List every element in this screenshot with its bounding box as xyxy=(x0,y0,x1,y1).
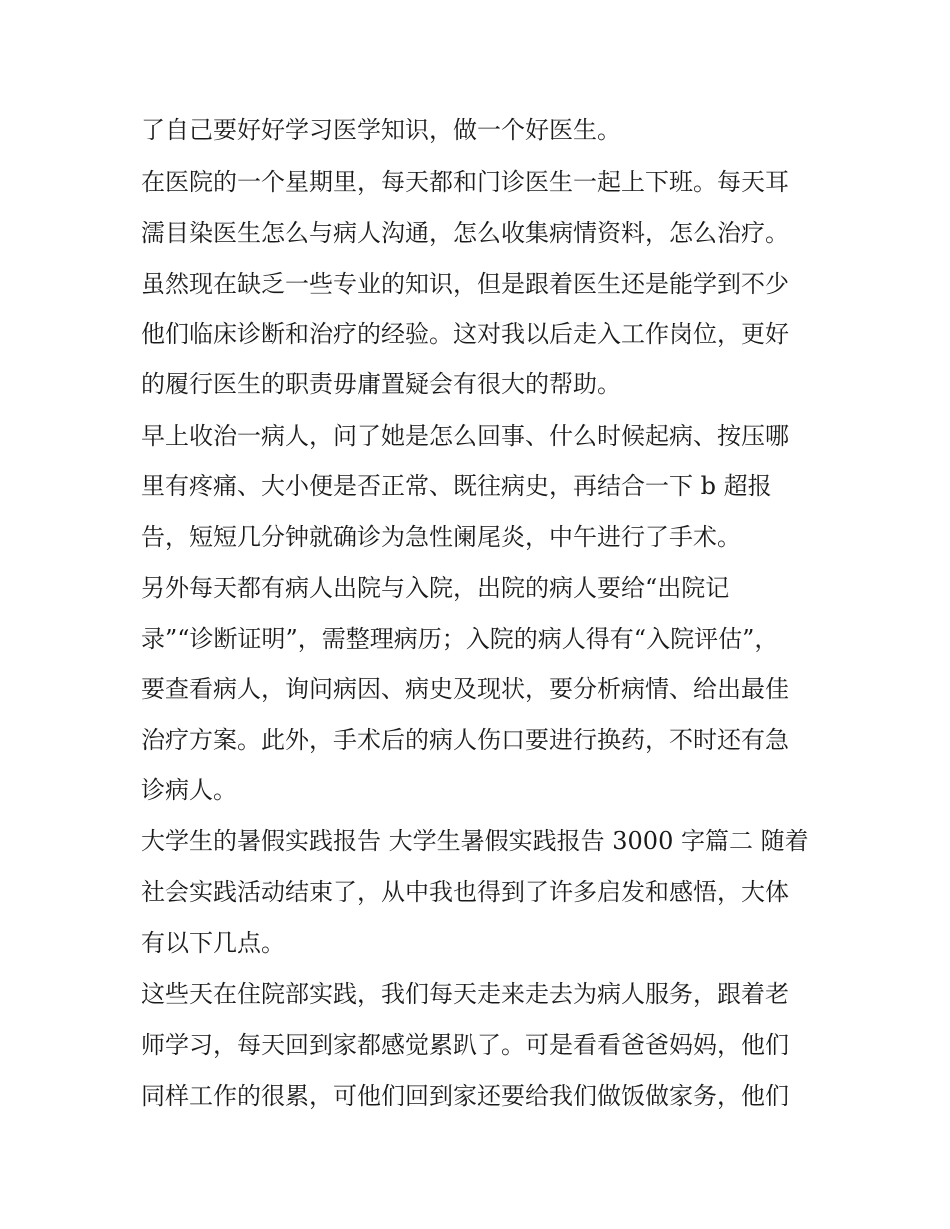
text-line: 治疗方案。此外，手术后的病人伤口要进行换药，不时还有急 xyxy=(141,726,789,754)
text-line: 另外每天都有病人出院与入院，出院的病人要给“出院记 xyxy=(141,574,730,602)
text-line: 的履行医生的职责毋庸置疑会有很大的帮助。 xyxy=(141,370,621,398)
text-line: 濡目染医生怎么与病人沟通，怎么收集病情资料，怎么治疗。 xyxy=(141,219,789,247)
text-line: 了自己要好好学习医学知识，做一个好医生。 xyxy=(141,116,621,144)
text-line: 同样工作的很累，可他们回到家还要给我们做饭做家务，他们 xyxy=(141,1082,789,1110)
text-line: 这些天在住院部实践，我们每天走来走去为病人服务，跟着老 xyxy=(141,980,789,1008)
text-line: 早上收治一病人，问了她是怎么回事、什么时候起病、按压哪 xyxy=(141,422,789,450)
text-line: 在医院的一个星期里，每天都和门诊医生一起上下班。每天耳 xyxy=(141,168,789,196)
text-line: 大学生的暑假实践报告 大学生暑假实践报告 3000 字篇二 随着 xyxy=(141,827,809,855)
text-line: 要查看病人，询问病因、病史及现状，要分析病情、给出最佳 xyxy=(141,675,789,703)
text-line: 里有疼痛、大小便是否正常、既往病史，再结合一下 b 超报 xyxy=(141,472,772,500)
text-line: 师学习，每天回到家都感觉累趴了。可是看看爸爸妈妈，他们 xyxy=(141,1031,789,1059)
text-line: 录”“诊断证明”，需整理病历；入院的病人得有“入院评估”， xyxy=(141,625,779,653)
text-line: 诊病人。 xyxy=(141,776,237,804)
text-line: 虽然现在缺乏一些专业的知识，但是跟着医生还是能学到不少 xyxy=(141,270,789,298)
text-line: 告，短短几分钟就确诊为急性阑尾炎，中午进行了手术。 xyxy=(141,523,741,551)
text-line: 有以下几点。 xyxy=(141,929,285,957)
text-line: 社会实践活动结束了，从中我也得到了许多启发和感悟，大体 xyxy=(141,878,789,906)
text-line: 他们临床诊断和治疗的经验。这对我以后走入工作岗位，更好 xyxy=(141,320,789,348)
